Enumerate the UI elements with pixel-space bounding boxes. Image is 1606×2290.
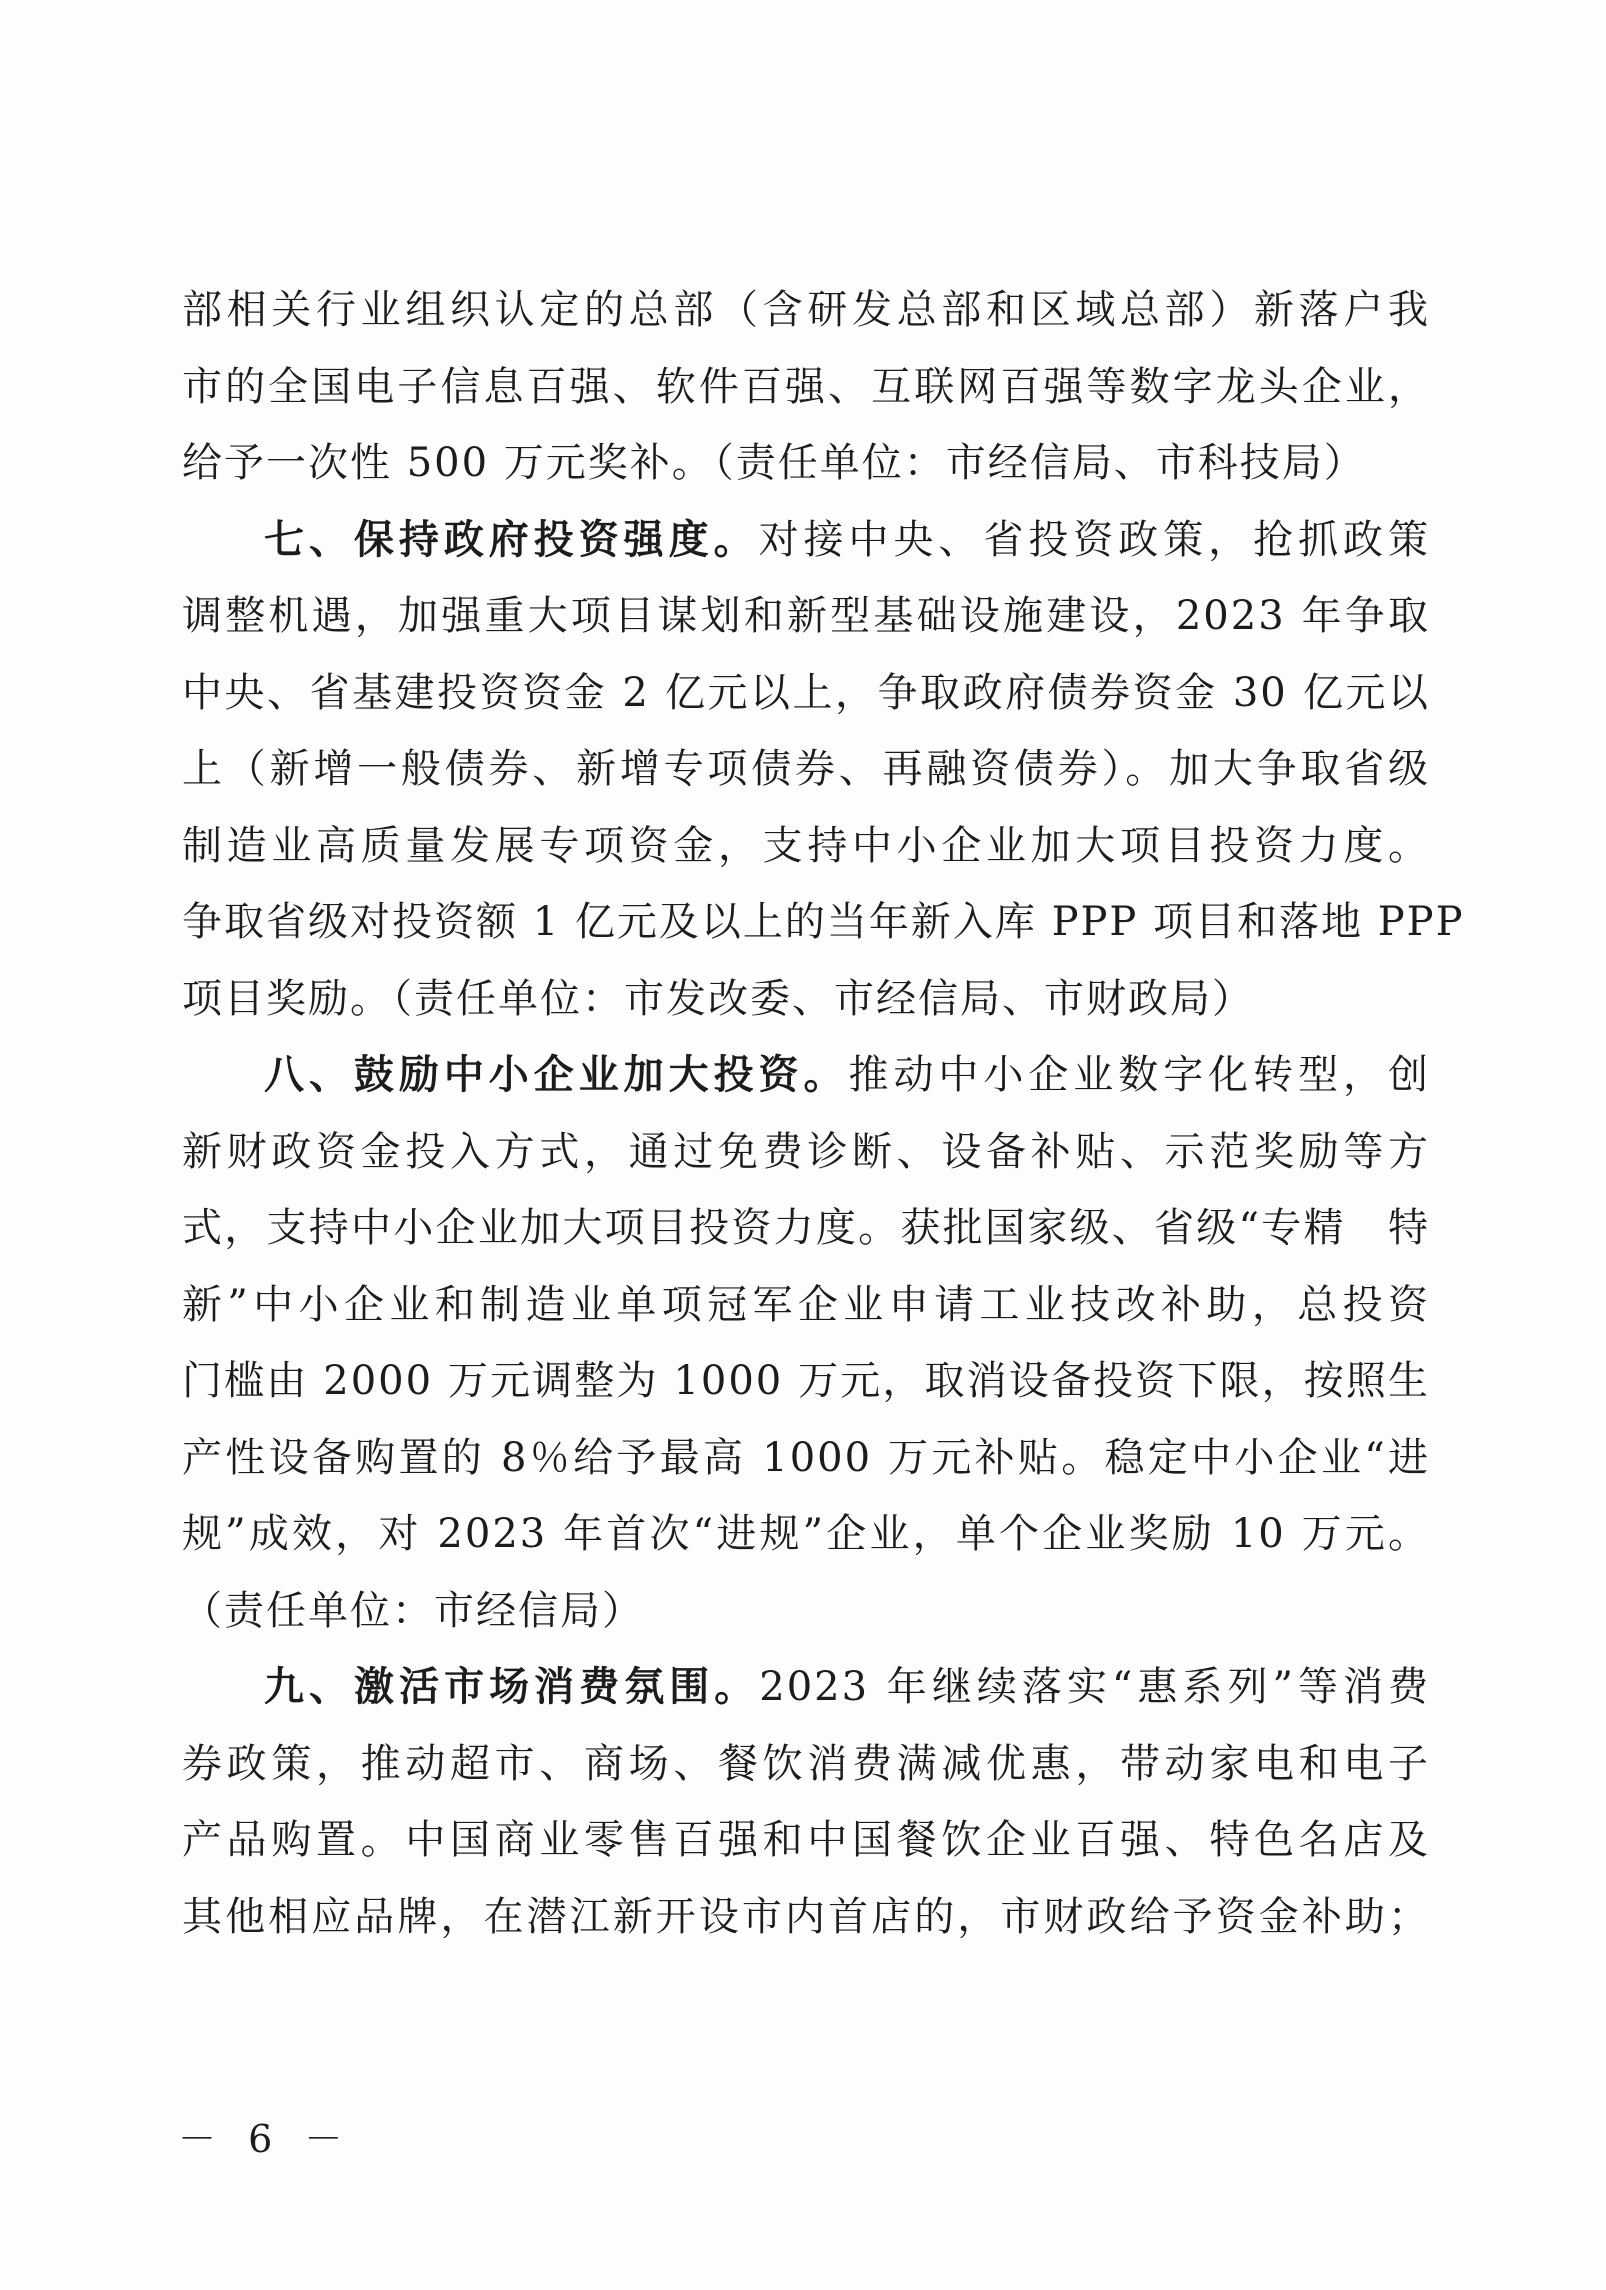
paragraph-heading-line: [182, 1037, 1430, 1114]
text-line: 上（新增一般债券、新增专项债券、再融资债券）。加大争取省级: [182, 746, 1430, 792]
text-run: 推动中小企业数字化转型，创: [848, 1052, 1431, 1098]
text-line: 争取省级对投资额 1 亿元及以上的当年新入库 PPP 项目和落地 PPP: [182, 899, 1465, 945]
section-heading-7: 七、保持政府投资强度。: [264, 516, 759, 563]
text-line: 中央、省基建投资资金 2 亿元以上，争取政府债券资金 30 亿元以: [182, 669, 1430, 716]
text-line: 产性设备购置的 8％给予最高 1000 万元补贴。稳定中小企业“进: [182, 1434, 1430, 1481]
text-run: 2023 年继续落实“惠系列”等消费: [759, 1664, 1430, 1710]
text-line: 市的全国电子信息百强、软件百强、互联网百强等数字龙头企业，: [182, 363, 1430, 410]
text-line: 式，支持中小企业加大项目投资力度。获批国家级、省级“专精 特: [182, 1205, 1430, 1251]
text-line: 规”成效，对 2023 年首次“进规”企业，单个企业奖励 10 万元。: [182, 1511, 1430, 1557]
body-text: [182, 272, 1465, 1955]
text-line: 新财政资金投入方式，通过免费诊断、设备补贴、示范奖励等方: [182, 1128, 1430, 1175]
text-line: 部相关行业组织认定的总部（含研发总部和区域总部）新落户我: [182, 287, 1430, 333]
text-line: 券政策，推动超市、商场、餐饮消费满减优惠，带动家电和电子: [182, 1740, 1430, 1787]
text-line: （责任单位：市经信局）: [182, 1587, 644, 1634]
text-line: 项目奖励。（责任单位：市发改委、市经信局、市财政局）: [182, 975, 1254, 1022]
text-line: 给予一次性 500 万元奖补。（责任单位：市经信局、市科技局）: [182, 440, 1366, 486]
text-line: 调整机遇，加强重大项目谋划和新型基础设施建设，2023 年争取: [182, 593, 1430, 639]
paragraph-heading-line: [182, 502, 1430, 579]
text-line: 产品购置。中国商业零售百强和中国餐饮企业百强、特色名店及: [182, 1817, 1430, 1863]
text-run: 对接中央、省投资政策，抢抓政策: [758, 516, 1431, 563]
text-line: 新”中小企业和制造业单项冠军企业申请工业技改补助，总投资: [182, 1281, 1430, 1328]
text-line: 其他相应品牌，在潜江新开设市内首店的，市财政给予资金补助；: [182, 1893, 1430, 1940]
page-number: － 6 －: [178, 2117, 353, 2161]
section-heading-8: 八、鼓励中小企业加大投资。: [264, 1052, 849, 1098]
paragraph-heading-line: [182, 1649, 1430, 1726]
text-line: 门槛由 2000 万元调整为 1000 万元，取消设备投资下限，按照生: [182, 1358, 1430, 1404]
text-line: 制造业高质量发展专项资金，支持中小企业加大项目投资力度。: [182, 822, 1430, 869]
section-heading-9: 九、激活市场消费氛围。: [264, 1664, 760, 1710]
